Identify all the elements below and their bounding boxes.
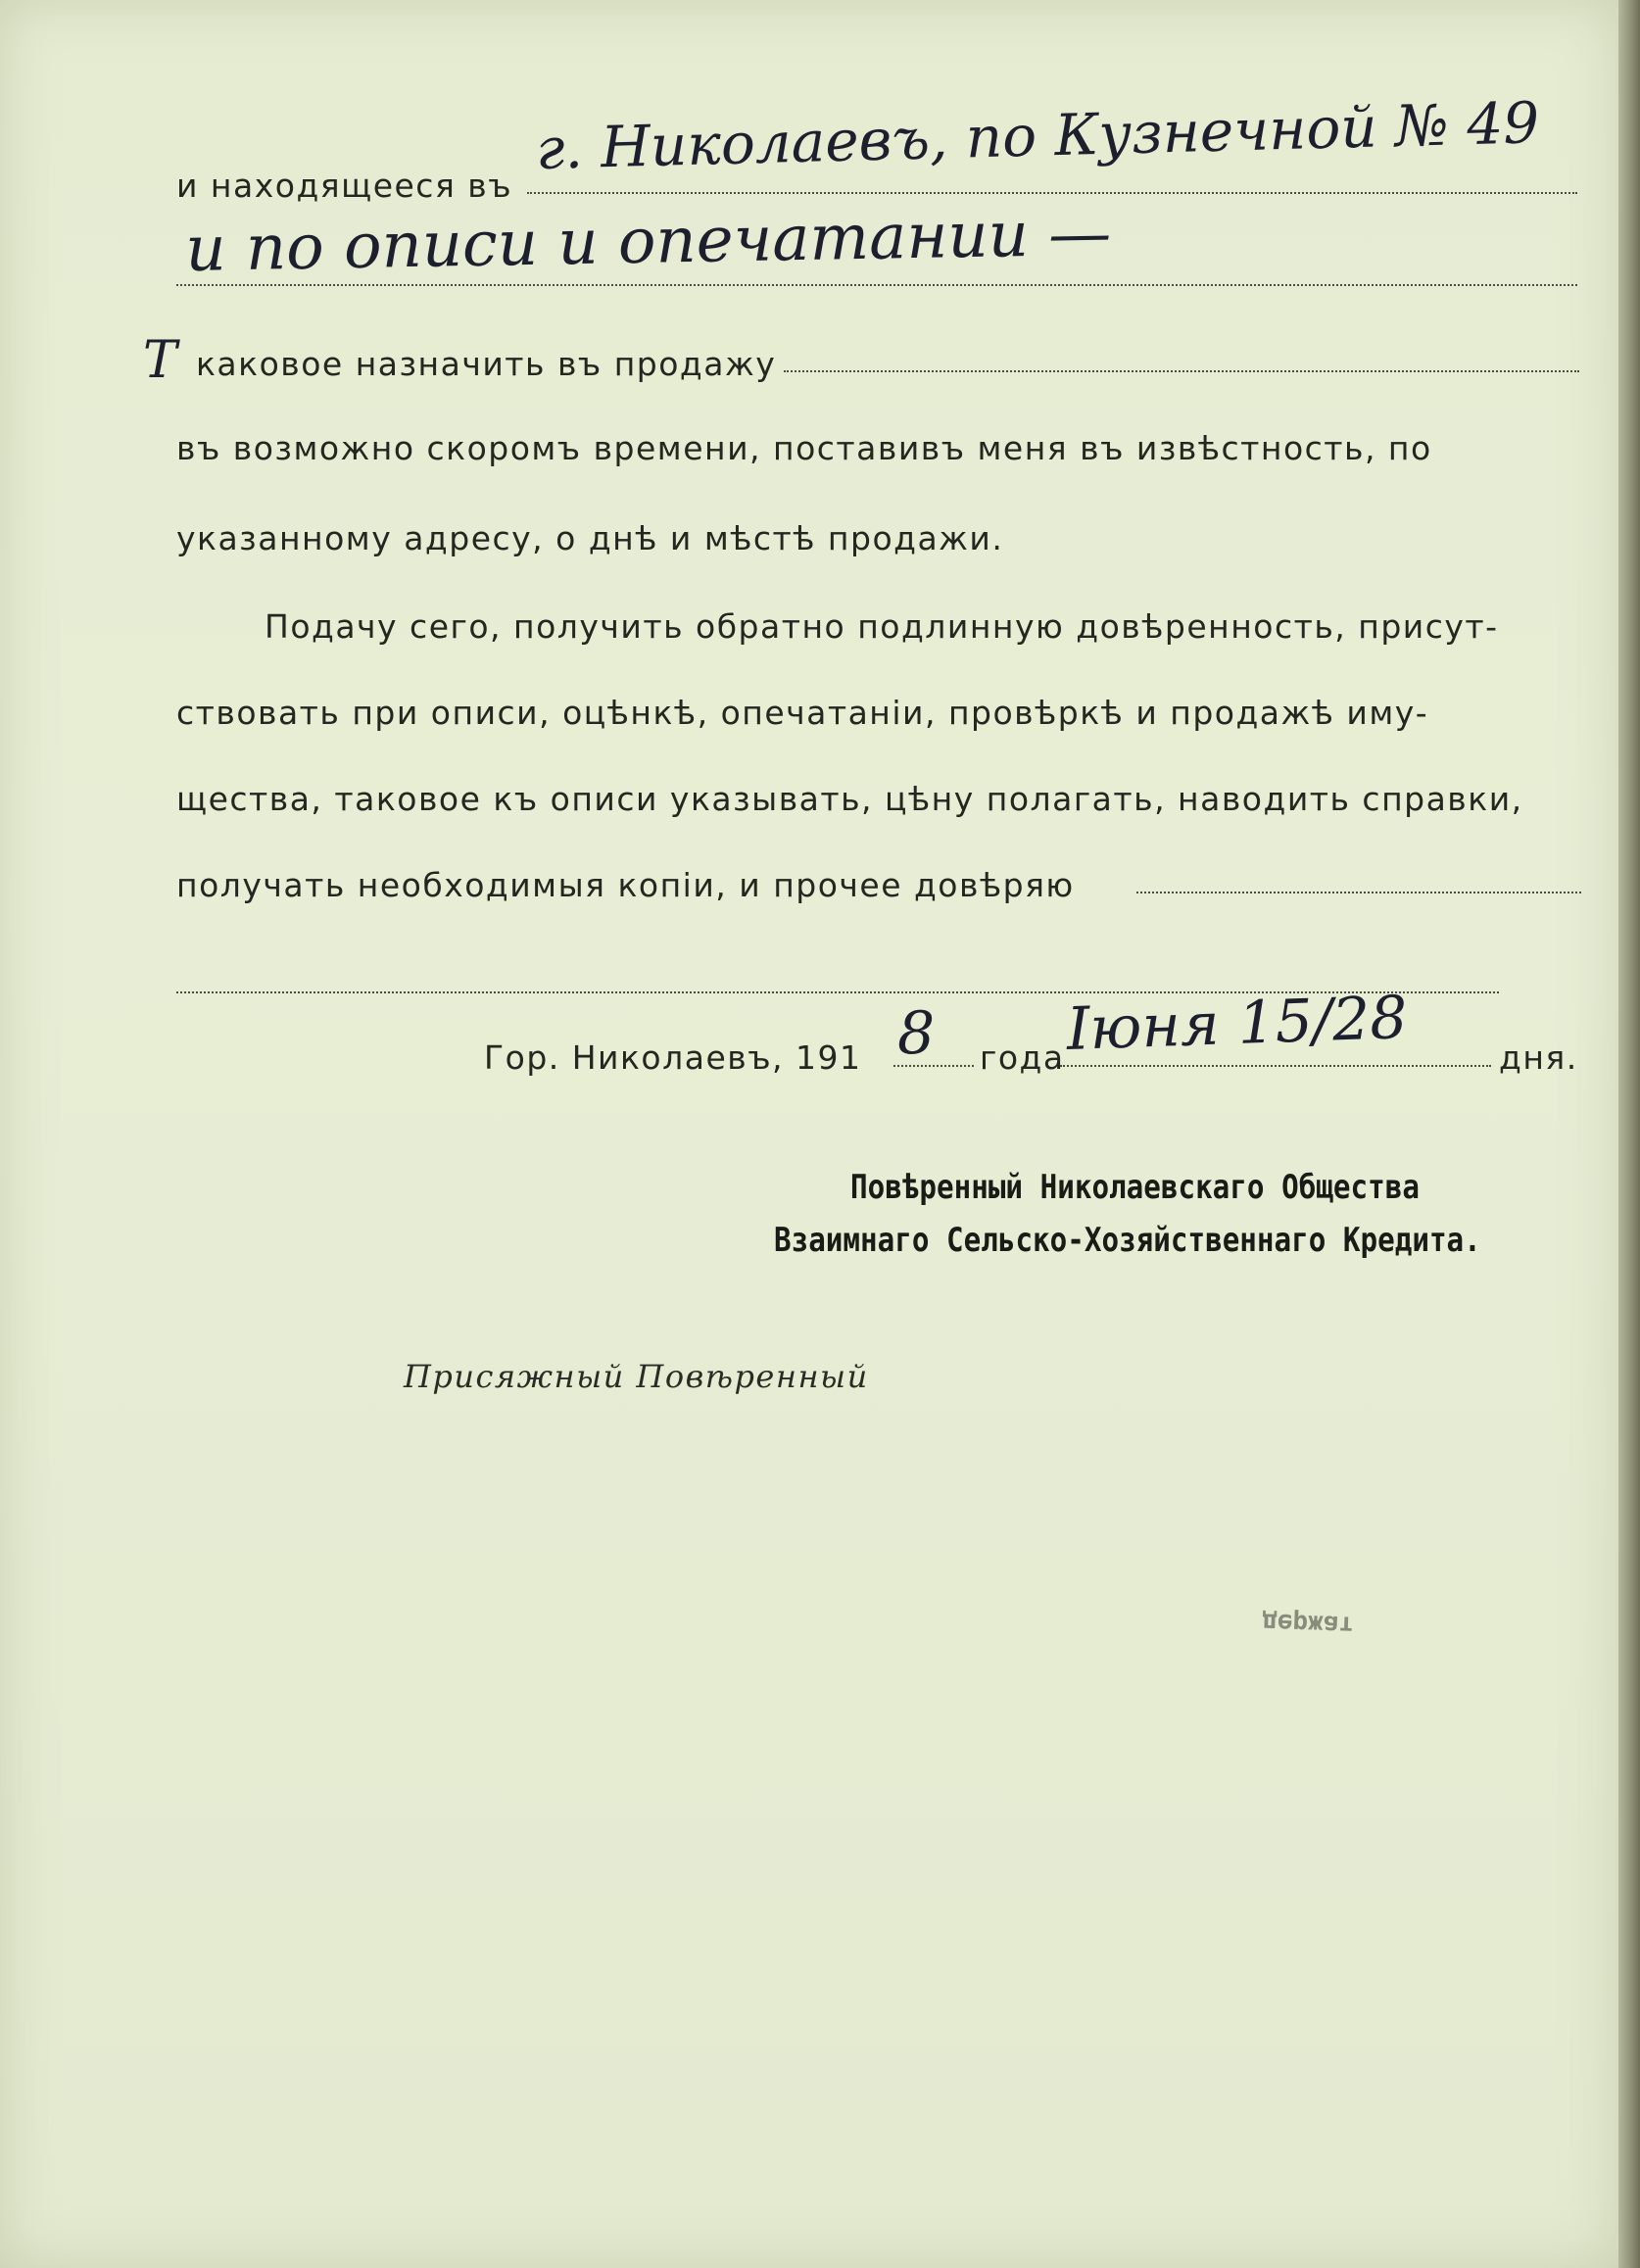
line9-print: получать необходимыя копiи, и прочее довѣряю: [176, 866, 1075, 904]
date-year-handwriting: 8: [897, 999, 936, 1068]
line3-handwritten-initial: Т: [143, 331, 177, 390]
line4-print: въ возможно скоромъ времени, поставивъ меня въ извѣстность, по: [176, 429, 1432, 467]
mirrored-stamp-imprint: держат: [1261, 1607, 1355, 1640]
line8-print: щества, таковое къ описи указывать, цѣну полагать, наводить справки,: [176, 780, 1523, 818]
date-year-word: года: [980, 1038, 1065, 1077]
sworn-attorney-label: Присяжный Повѣренный: [404, 1358, 869, 1395]
line2-handwriting: и по описи и опечатании —: [184, 197, 1112, 286]
page-edge-shadow: [1618, 0, 1640, 2268]
line1-print: и находящееся въ: [176, 167, 513, 205]
line3-dotted-leader: [784, 370, 1579, 372]
line1-dotted-leader: [527, 192, 1577, 194]
line6-print: Подачу сего, получить обратно подлинную довѣренность, присут-: [265, 607, 1499, 646]
line2-dotted-leader: [176, 284, 1577, 286]
date-day-dotted: [1060, 1065, 1491, 1067]
line3-print: каковое назначить въ продажу: [196, 345, 777, 383]
date-day-handwriting: Iюня 15/28: [1065, 983, 1409, 1064]
line5-print: указанному адресу, о днѣ и мѣстѣ продажи.: [176, 519, 1004, 557]
date-prefix: Гор. Николаевъ, 191: [484, 1038, 862, 1077]
attorney-title-line2: Взаимнаго Сельско-Хозяйственнаго Кредита.: [774, 1221, 1481, 1260]
line1-handwriting: г. Николаевъ, по Кузнечной № 49: [535, 89, 1540, 182]
line7-print: ствовать при описи, оцѣнкѣ, опечатанiи, провѣркѣ и продажѣ иму-: [176, 694, 1429, 732]
attorney-title-line1: Повѣренный Николаевскаго Общества: [850, 1168, 1420, 1207]
line9-dotted-leader: [1136, 892, 1581, 893]
date-suffix: дня.: [1499, 1038, 1578, 1077]
